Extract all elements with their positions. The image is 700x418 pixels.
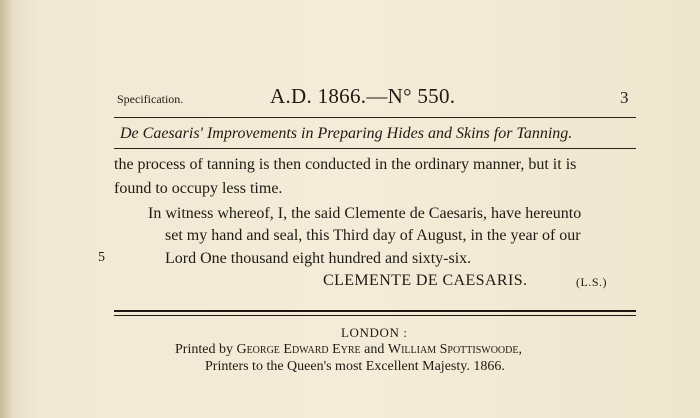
- imprint-printers-to-queen: Printers to the Queen's most Excellent Majesty. 1866.: [205, 359, 505, 374]
- seal-mark: (L.S.): [576, 275, 607, 289]
- specification-label: Specification.: [117, 92, 184, 106]
- printed-by-suffix: ,: [518, 342, 522, 357]
- body-line-1: the process of tanning is then conducted in the ordinary manner, but it is: [114, 156, 577, 173]
- margin-line-number: 5: [98, 250, 105, 265]
- header-rule: [114, 117, 636, 118]
- subtitle-rule: [114, 148, 636, 149]
- body-line-3: In witness whereof, I, the said Clemente de Caesaris, have hereunto: [148, 205, 582, 222]
- body-line-5: Lord One thousand eight hundred and sixty-six.: [165, 250, 472, 267]
- footer-rule-thick: [114, 310, 636, 312]
- printer-2: William Spottiswoode: [387, 342, 519, 357]
- printer-and: and: [360, 342, 388, 357]
- printer-1: George Edward Eyre: [236, 342, 361, 357]
- page-number: 3: [620, 88, 629, 107]
- printed-by-prefix: Printed by: [175, 342, 237, 357]
- running-subtitle: De Caesaris' Improvements in Preparing Hides and Skins for Tanning.: [120, 125, 573, 142]
- imprint-city: LONDON :: [341, 325, 408, 340]
- body-line-2: found to occupy less time.: [114, 180, 283, 197]
- body-line-4: set my hand and seal, this Third day of August, in the year of our: [165, 227, 581, 244]
- document-title: A.D. 1866.—N° 550.: [270, 84, 456, 108]
- imprint-printers: [175, 342, 522, 358]
- page-edge: [0, 0, 14, 418]
- signature-name: CLEMENTE DE CAESARIS.: [323, 272, 528, 289]
- footer-rule-thin: [114, 315, 636, 316]
